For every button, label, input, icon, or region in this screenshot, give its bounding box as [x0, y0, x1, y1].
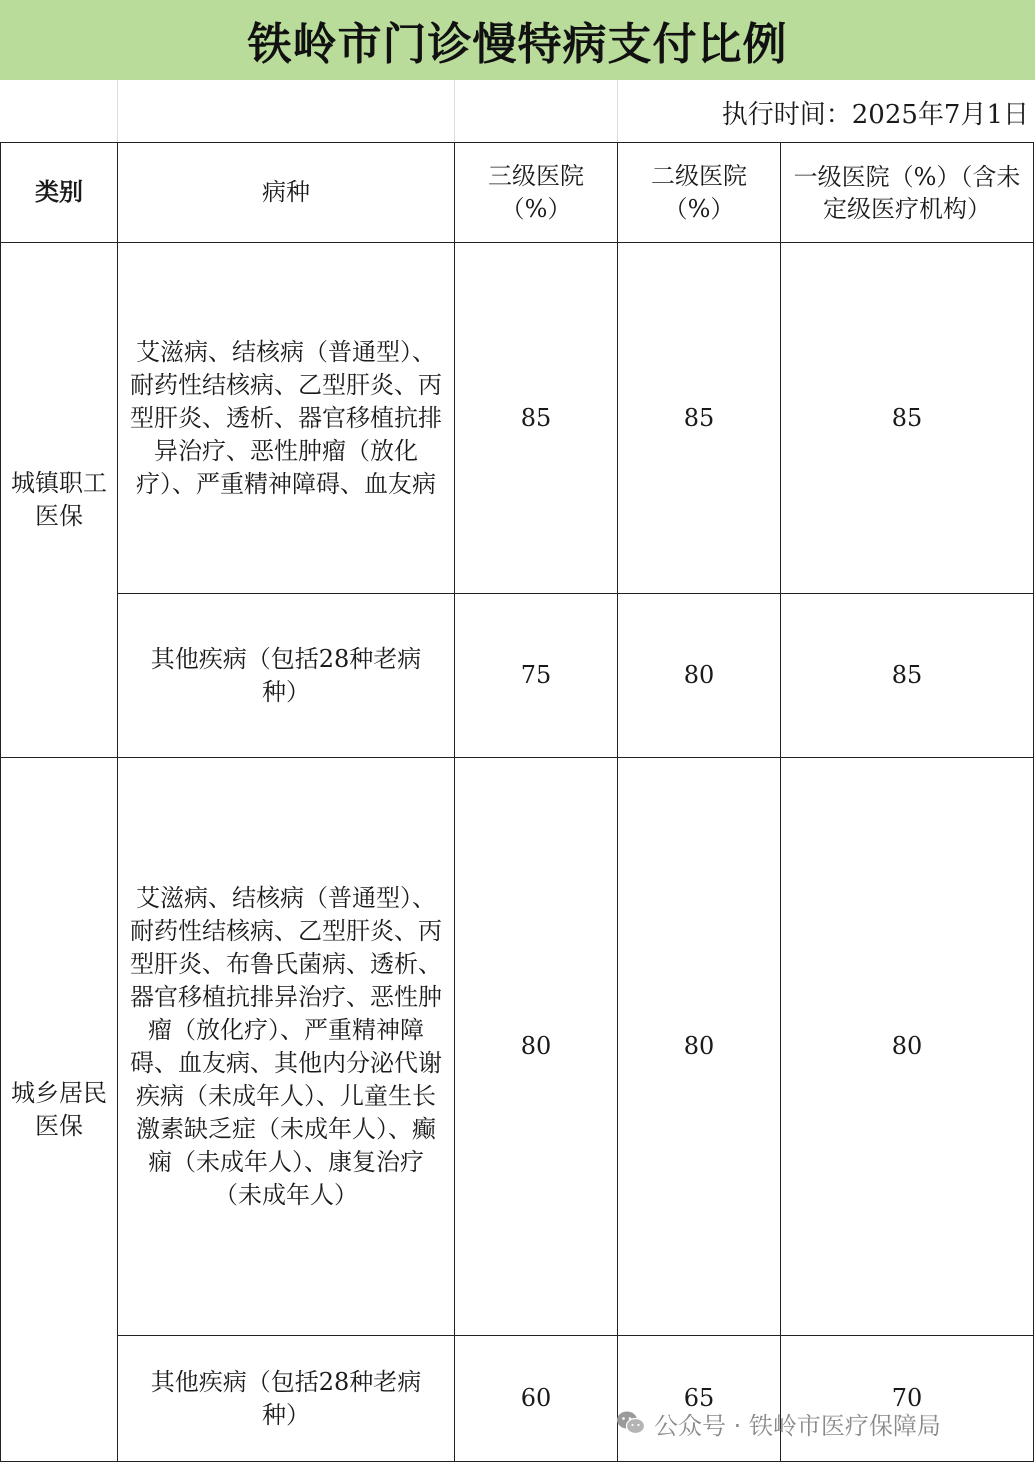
header-level1-name: 一级医院（%） — [793, 162, 961, 191]
effective-date: 执行时间：2025年7月1日 — [721, 100, 1029, 130]
level3-ratio: 75 — [455, 594, 618, 758]
disease-cell: 艾滋病、结核病（普通型）、耐药性结核病、乙型肝炎、丙型肝炎、透析、器官移植抗排异治疗、恶性肿瘤（放化疗）、严重精神障碍、血友病 — [118, 243, 455, 594]
disease-cell: 其他疾病（包括28种老病种） — [118, 594, 455, 758]
page-title: 铁岭市门诊慢特病支付比例 — [0, 0, 1035, 80]
table-row — [1, 594, 1034, 758]
disease-cell: 艾滋病、结核病（普通型）、耐药性结核病、乙型肝炎、丙型肝炎、布鲁氏菌病、透析、器官移植抗排异治疗、恶性肿瘤（放化疗）、严重精神障碍、血友病、其他内分泌代谢疾病（未成年人）、儿童生长激素缺乏症（未成年人）、癫痫（未成年人）、康复治疗（未成年人） — [118, 758, 455, 1336]
header-disease: 病种 — [118, 143, 455, 243]
header-level2-unit: （%） — [663, 194, 735, 223]
header-level3-unit: （%） — [500, 194, 572, 223]
watermark — [616, 1403, 941, 1443]
level2-ratio: 80 — [618, 594, 781, 758]
header-level3 — [455, 143, 618, 243]
header-category: 类别 — [1, 143, 118, 243]
effective-date-row — [0, 80, 1035, 142]
wechat-icon — [616, 1410, 646, 1436]
category-cell: 城镇职工医保 — [1, 243, 118, 758]
table-row — [1, 243, 1034, 594]
header-level2-name: 二级医院 — [651, 161, 747, 190]
level3-ratio: 80 — [455, 758, 618, 1336]
category-cell: 城乡居民医保 — [1, 758, 118, 1462]
level1-ratio: 85 — [781, 243, 1034, 594]
level1-ratio: 80 — [781, 758, 1034, 1336]
gridline — [454, 80, 455, 142]
level1-ratio: 85 — [781, 594, 1034, 758]
level1-ratio: 70 — [781, 1336, 1034, 1462]
disease-cell: 其他疾病（包括28种老病种） — [118, 1336, 455, 1462]
header-level1 — [781, 143, 1034, 243]
level2-ratio: 85 — [618, 243, 781, 594]
header-level2 — [618, 143, 781, 243]
level3-ratio: 85 — [455, 243, 618, 594]
gridline — [617, 80, 618, 142]
level2-ratio: 80 — [618, 758, 781, 1336]
header-level1-note: （含未定级医疗机构） — [823, 162, 1021, 223]
gridline — [117, 80, 118, 142]
payment-ratio-table — [0, 142, 1034, 1462]
watermark-text: 公众号 · 铁岭市医疗保障局 — [654, 1411, 941, 1440]
table-row — [1, 758, 1034, 1336]
level3-ratio: 60 — [455, 1336, 618, 1462]
header-level3-name: 三级医院 — [488, 161, 584, 190]
level2-ratio: 65 — [618, 1336, 781, 1462]
table-header-row — [1, 143, 1034, 243]
